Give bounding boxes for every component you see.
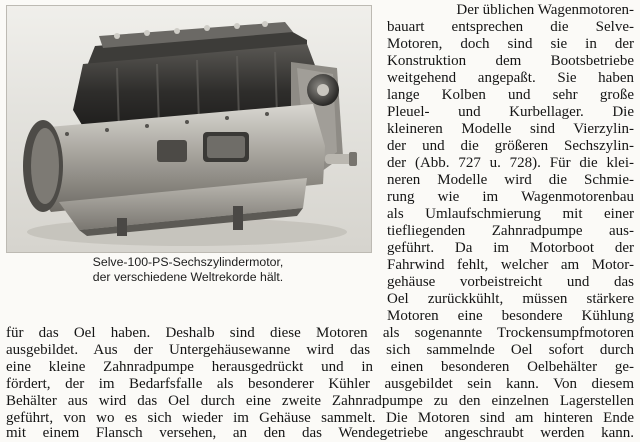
text-line: der (Abb. 727 u. 728). Für die klei- <box>387 155 634 171</box>
text-line: bauart entsprechen die Selve- <box>387 19 634 35</box>
text-line: tiefliegenden Zahnradpumpe aus- <box>387 223 634 239</box>
text-line: Oel zurückkühlt, müssen stärkere <box>387 291 634 307</box>
caption-line: Selve-100-PS-Sechszylindermotor, <box>92 255 284 269</box>
text-line: mit einem Flansch versehen, an den das Wendegetriebe angeschraubt werden kann. <box>6 425 634 441</box>
text-line: Motoren, doch sind sie in der <box>387 36 634 52</box>
engine-illustration <box>7 6 371 252</box>
text-line: Konstruktion dem Bootsbetriebe <box>387 53 634 69</box>
text-line: eine kleine Zahnradpumpe herausgedrückt und in einen besonderen Oelbehälter ge- <box>6 359 634 375</box>
text-line: Motoren eine besondere Kühlung <box>387 308 634 324</box>
text-line: lange Kolben und sehr große <box>387 87 634 103</box>
text-line: kleineren Modelle sind Vierzylin- <box>387 121 634 137</box>
text-line: als Umlaufschmierung mit einer <box>387 206 634 222</box>
text-line: ausgebildet. Aus der Untergehäusewanne wird das sich sammelnde Oel sofort durch <box>6 342 634 358</box>
text-line: Behälter aus wird das Oel durch eine zweite Zahnradpumpe zu den einzelnen Lagerstellen <box>6 393 634 409</box>
text-line: der und die größeren Sechszylin- <box>387 138 634 154</box>
text-line: geführt. Da im Motorboot der <box>387 240 634 256</box>
text-line: Pleuel- und Kurbellager. Die <box>387 104 634 120</box>
text-line: gehäuse vorbeistreicht und das <box>387 274 634 290</box>
text-line: neren Modelle wird die Schmie- <box>387 172 634 188</box>
text-line: Fahrwind fehlt, welcher am Motor- <box>387 257 634 273</box>
text-line: für das Oel haben. Deshalb sind diese Motoren als sogenannte Trockensumpfmotoren <box>6 325 634 341</box>
text-line: fördert, der im Bedarfsfalle als besonderer Kühler ausgebildet sein kann. Von diesem <box>6 376 634 392</box>
text-line: rung wie im Wagenmotorenbau <box>387 189 634 205</box>
figure-caption <box>6 255 370 285</box>
text-line: Der üblichen Wagenmotoren- <box>456 2 634 18</box>
text-line: weitgehend angepaßt. Sie haben <box>387 70 634 86</box>
text-line: geführt, von wo es sich wieder im Gehäuse sammelt. Die Motoren sind am hinteren Ende <box>6 410 634 426</box>
engine-photo <box>6 5 372 253</box>
caption-line: der verschiedene Weltrekorde hält. <box>92 270 284 284</box>
